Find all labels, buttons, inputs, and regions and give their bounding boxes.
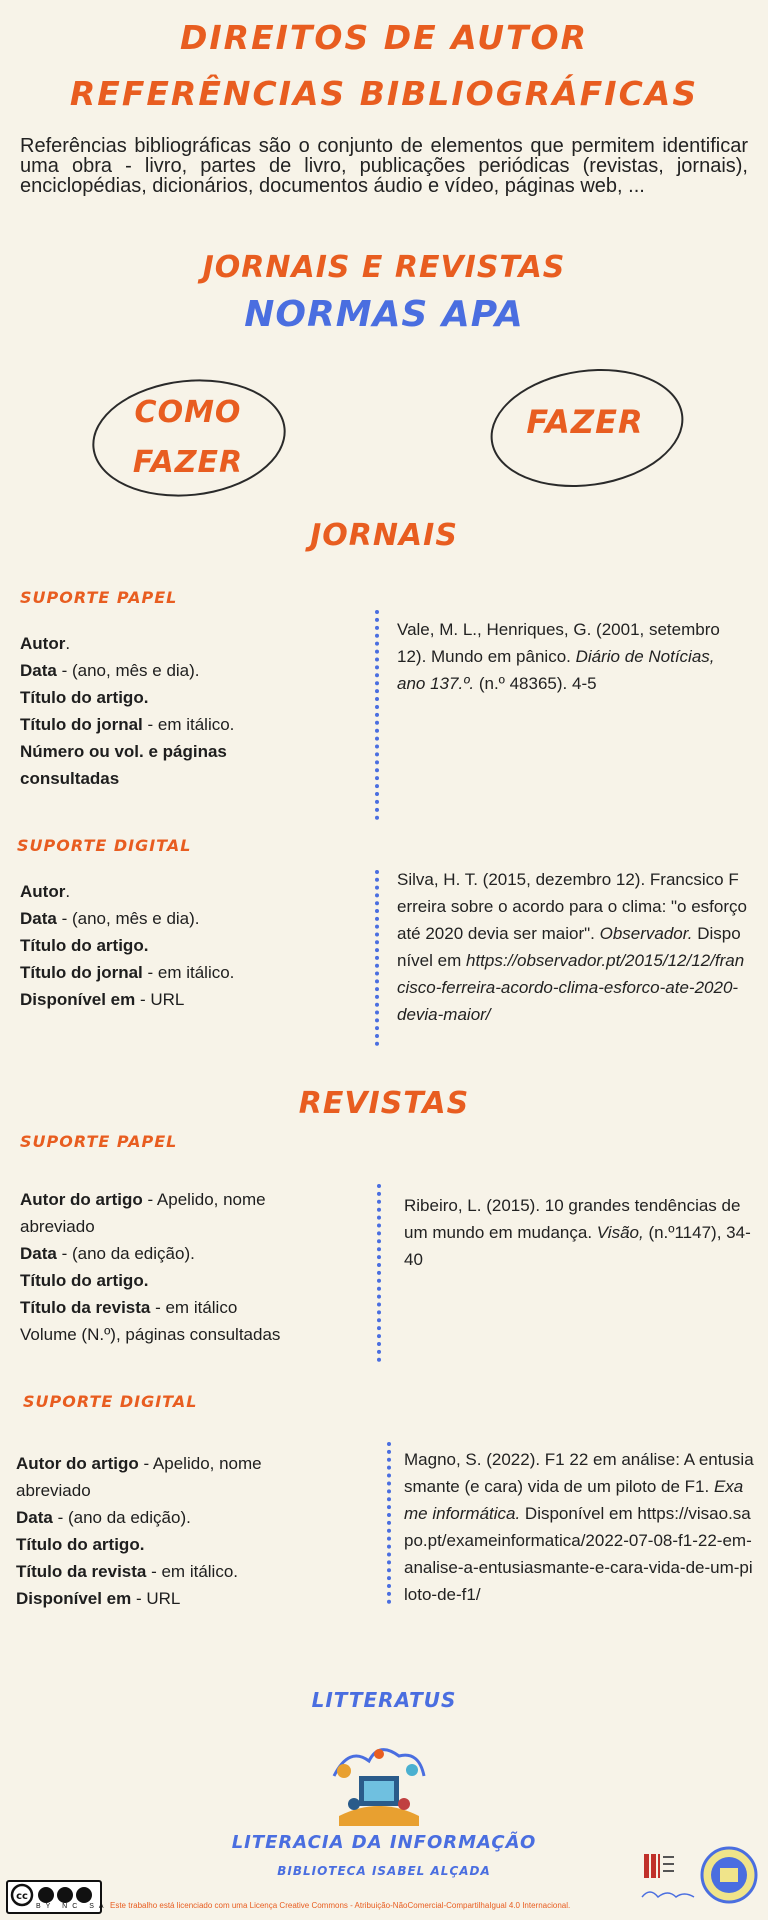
rbe-logo: [642, 1850, 676, 1882]
jornais-papel-rules: [20, 630, 234, 792]
rule-rest: abreviado: [20, 1217, 95, 1236]
rule-line: [20, 765, 234, 792]
rule-rest: - (ano, mês e dia).: [56, 909, 200, 928]
rule-line: [20, 905, 234, 932]
rule-bold: Data: [20, 1244, 57, 1263]
rule-line: [20, 1186, 280, 1213]
revistas-digital-rules: [16, 1450, 262, 1612]
rule-rest: - em itálico: [150, 1298, 238, 1317]
rule-bold: Número ou vol. e páginas: [20, 742, 227, 761]
partner-logo: [640, 1885, 696, 1901]
rule-line: [16, 1477, 262, 1504]
jornais-digital-label: SUPORTE DIGITAL: [17, 836, 192, 855]
divider-dots: [377, 1184, 381, 1362]
rule-bold: Título do artigo.: [20, 936, 149, 955]
rule-line: [20, 986, 234, 1013]
biblioteca-title: BIBLIOTECA ISABEL ALÇADA: [277, 1864, 491, 1878]
rule-bold: Título do artigo.: [20, 1271, 149, 1290]
rule-bold: consultadas: [20, 769, 120, 788]
rule-line: [20, 1294, 280, 1321]
rule-bold: Autor: [20, 882, 66, 901]
rule-bold: Título do artigo.: [20, 688, 149, 707]
rule-bold: Título do jornal: [20, 963, 143, 982]
jornais-papel-label: SUPORTE PAPEL: [20, 588, 178, 607]
license-text: Este trabalho está licenciado com uma Licença Creative Commons - Atribuição-NãoComercial-CompartilhaIgual 4.0 Internacional.: [110, 1901, 571, 1910]
jornais-digital-rules: [20, 878, 234, 1013]
rule-rest: .: [65, 882, 71, 901]
rule-line: [20, 1267, 280, 1294]
section-heading-revistas: REVISTAS: [298, 1086, 470, 1121]
rule-bold: Disponível em: [20, 990, 136, 1009]
rule-line: [20, 684, 234, 711]
revistas-papel-rules: [20, 1186, 280, 1348]
circle-label-left: COMO FAZER: [132, 395, 244, 480]
rule-line: [20, 738, 234, 765]
rule-rest: .: [65, 634, 71, 653]
school-seal-logo: [700, 1846, 758, 1904]
rule-line: [16, 1450, 262, 1477]
rule-bold: Título da revista: [20, 1298, 151, 1317]
divider-dots: [375, 610, 379, 820]
jornais-papel-example: Vale, M. L., Henriques, G. (2001, setembro 12). Mundo em pânico. Diário de Notícias, ano 137.º. (n.º 48365). 4-5: [397, 620, 720, 693]
rule-line: [20, 657, 234, 684]
rule-line: [20, 1321, 280, 1348]
rule-rest: - Apelido, nome: [138, 1454, 262, 1473]
cc-license-badge[interactable]: [6, 1880, 109, 1914]
rule-line: [20, 932, 234, 959]
rule-rest: - (ano da edição).: [52, 1508, 191, 1527]
title-line-2: REFERÊNCIAS BIBLIOGRÁFICAS: [69, 74, 699, 113]
rule-bold: Autor: [20, 634, 66, 653]
svg-text:cc: cc: [16, 1891, 28, 1902]
rule-line: [16, 1558, 262, 1585]
rule-bold: Título do artigo.: [16, 1535, 145, 1554]
rule-bold: Autor do artigo: [20, 1190, 143, 1209]
rule-bold: Título do jornal: [20, 715, 143, 734]
rule-line: [20, 711, 234, 738]
literacia-title: LITERACIA DA INFORMAÇÃO: [231, 1832, 537, 1853]
rule-bold: Data: [16, 1508, 53, 1527]
litteratus-title: LITTERATUS: [311, 1688, 457, 1712]
rule-bold: Autor do artigo: [16, 1454, 139, 1473]
rule-line: [20, 630, 234, 657]
jornais-digital-example: Silva, H. T. (2015, dezembro 12). Francsico Ferreira sobre o acordo para o clima: "o esforço até 2020 devia ser maior". Observador. Disponível em https://observador.pt/2015/12/12/francisco-ferreira-acordo-clima-esforco-ate-2020-devia-maior/: [397, 870, 747, 1024]
rule-line: [16, 1585, 262, 1612]
subheader-line-2: NORMAS APA: [244, 294, 524, 335]
rule-line: [16, 1531, 262, 1558]
revistas-digital-example: Magno, S. (2022). F1 22 em análise: A entusiasmante (e cara) vida de um piloto de F1. Exame informática. Disponível em https://visao.sapo.pt/exameinformatica/2022-07-08-f1-22-em-analise-a-entusiasmante-e-cara-vida-de-um-piloto-de-f1/: [404, 1450, 754, 1604]
rule-rest: Volume (N.º), páginas consultadas: [20, 1325, 281, 1344]
rule-rest: - em itálico.: [146, 1562, 239, 1581]
divider-dots: [375, 870, 379, 1046]
rule-bold: Data: [20, 661, 57, 680]
rule-line: [20, 1240, 280, 1267]
rule-rest: abreviado: [16, 1481, 91, 1500]
circle-label-right: FAZER: [526, 403, 644, 441]
title-line-1: DIREITOS DE AUTOR: [180, 18, 588, 57]
rule-bold: Título da revista: [16, 1562, 147, 1581]
rule-rest: - (ano da edição).: [56, 1244, 195, 1263]
rule-line: [20, 878, 234, 905]
revistas-papel-label: SUPORTE PAPEL: [20, 1132, 178, 1151]
subheader-line-1: JORNAIS E REVISTAS: [202, 250, 566, 285]
revistas-papel-example: Ribeiro, L. (2015). 10 grandes tendências de um mundo em mudança. Visão, (n.º1147), 34-40: [404, 1196, 751, 1269]
rule-rest: - URL: [131, 1589, 181, 1608]
cc-badge-text: BY NC SA: [36, 1903, 109, 1910]
litteratus-illustration: [324, 1726, 434, 1836]
intro-paragraph: Referências bibliográficas são o conjunto de elementos que permitem identificar uma obra - livro, partes de livro, publicações periódicas (revistas, jornais), enciclopédias, dicionários, documentos áudio e vídeo, páginas web, ...: [20, 135, 748, 197]
rule-line: [20, 1213, 280, 1240]
divider-dots: [387, 1442, 391, 1604]
rule-bold: Data: [20, 909, 57, 928]
rule-rest: - em itálico.: [142, 715, 235, 734]
rule-rest: - (ano, mês e dia).: [56, 661, 200, 680]
rule-rest: - URL: [135, 990, 185, 1009]
rule-bold: Disponível em: [16, 1589, 132, 1608]
rule-rest: - em itálico.: [142, 963, 235, 982]
rule-line: [20, 959, 234, 986]
section-heading-jornais: JORNAIS: [310, 518, 458, 553]
rule-rest: - Apelido, nome: [142, 1190, 266, 1209]
rule-line: [16, 1504, 262, 1531]
revistas-digital-label: SUPORTE DIGITAL: [23, 1392, 198, 1411]
